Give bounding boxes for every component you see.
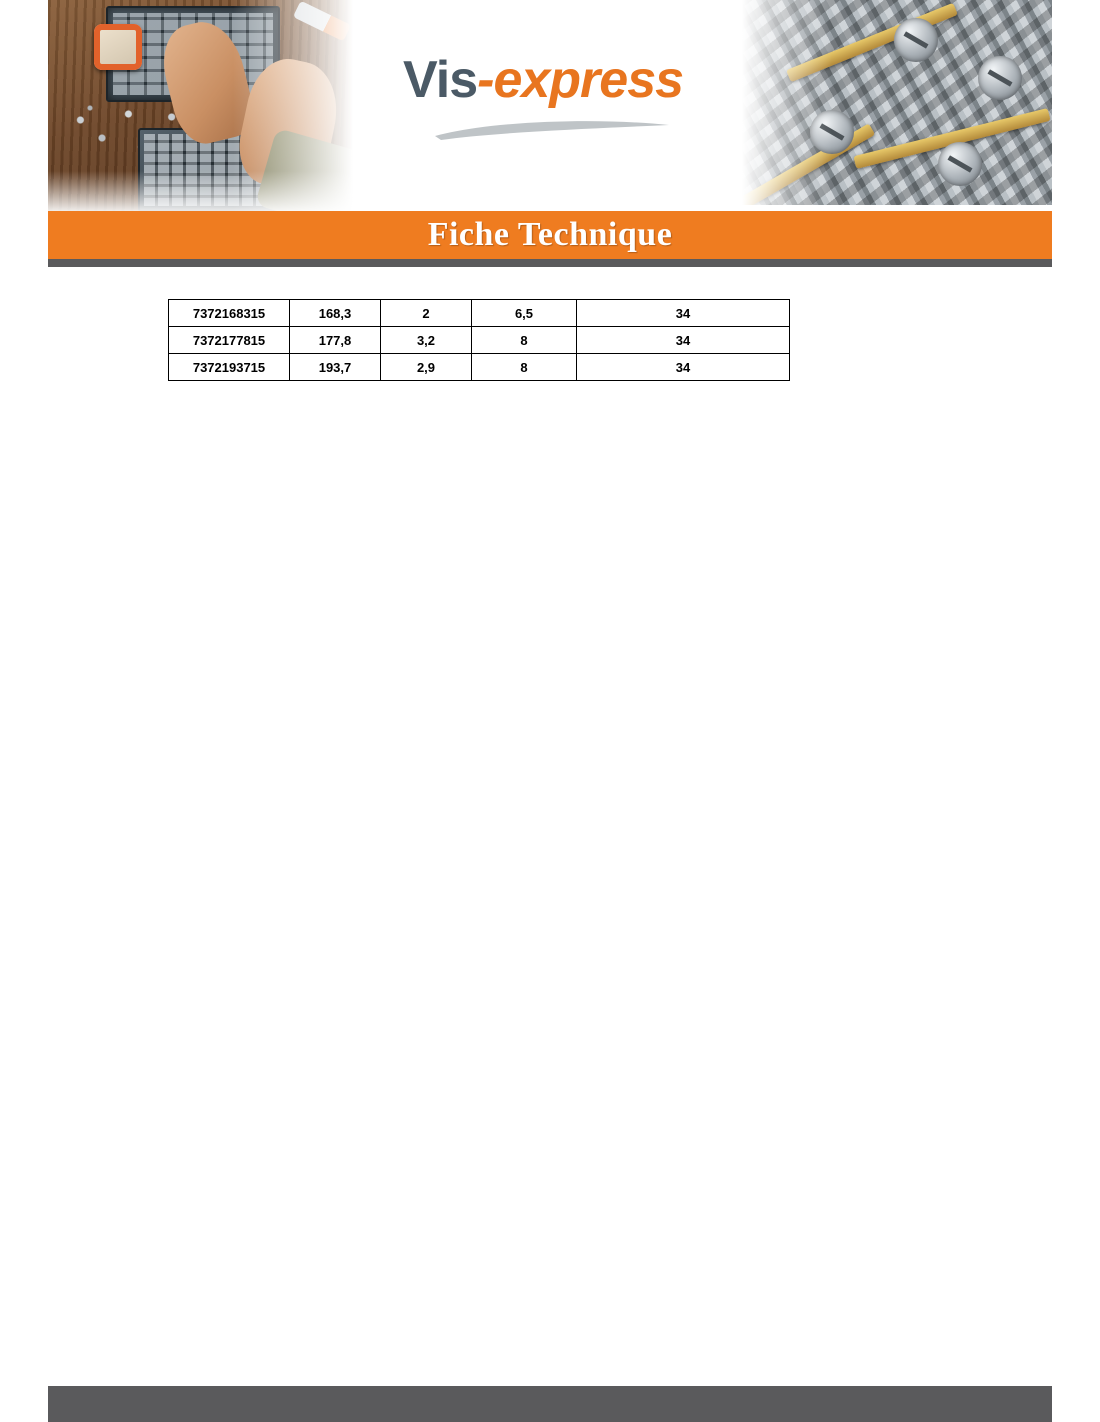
cell-thickness: 2 (381, 300, 472, 327)
page-title: Fiche Technique (427, 216, 673, 253)
cell-diameter: 8 (472, 354, 577, 381)
cell-quantity: 34 (577, 300, 790, 327)
specifications-table (168, 299, 790, 381)
cell-diameter: 6,5 (472, 300, 577, 327)
header-divider (48, 259, 1052, 267)
cell-reference: 7372177815 (169, 327, 290, 354)
banner-title-bar (48, 211, 1052, 259)
cell-quantity: 34 (577, 327, 790, 354)
footer-bar (48, 1386, 1052, 1422)
screw-head (938, 142, 982, 186)
table-row (169, 300, 790, 327)
brand-logo (403, 50, 733, 160)
screw-head (894, 18, 938, 62)
table-row (169, 327, 790, 354)
cell-thickness: 2,9 (381, 354, 472, 381)
cell-length: 177,8 (290, 327, 381, 354)
cell-reference: 7372193715 (169, 354, 290, 381)
screws-pile-photo (742, 0, 1052, 205)
tape-measure (94, 24, 142, 70)
logo-word-express: -express (477, 51, 684, 109)
table-body (169, 300, 790, 381)
logo-word-vis: Vis (403, 51, 478, 109)
photo-fade-left (742, 0, 832, 205)
document-header (48, 0, 1052, 211)
logo-swoosh-icon (433, 116, 673, 142)
cell-diameter: 8 (472, 327, 577, 354)
cell-length: 168,3 (290, 300, 381, 327)
cell-thickness: 3,2 (381, 327, 472, 354)
cell-length: 193,7 (290, 354, 381, 381)
photo-fade-bottom (48, 171, 353, 211)
cell-quantity: 34 (577, 354, 790, 381)
workshop-screws-photo (48, 0, 353, 211)
screw-head (978, 56, 1022, 100)
cell-reference: 7372168315 (169, 300, 290, 327)
logo-wordmark (403, 50, 733, 110)
table-row (169, 354, 790, 381)
